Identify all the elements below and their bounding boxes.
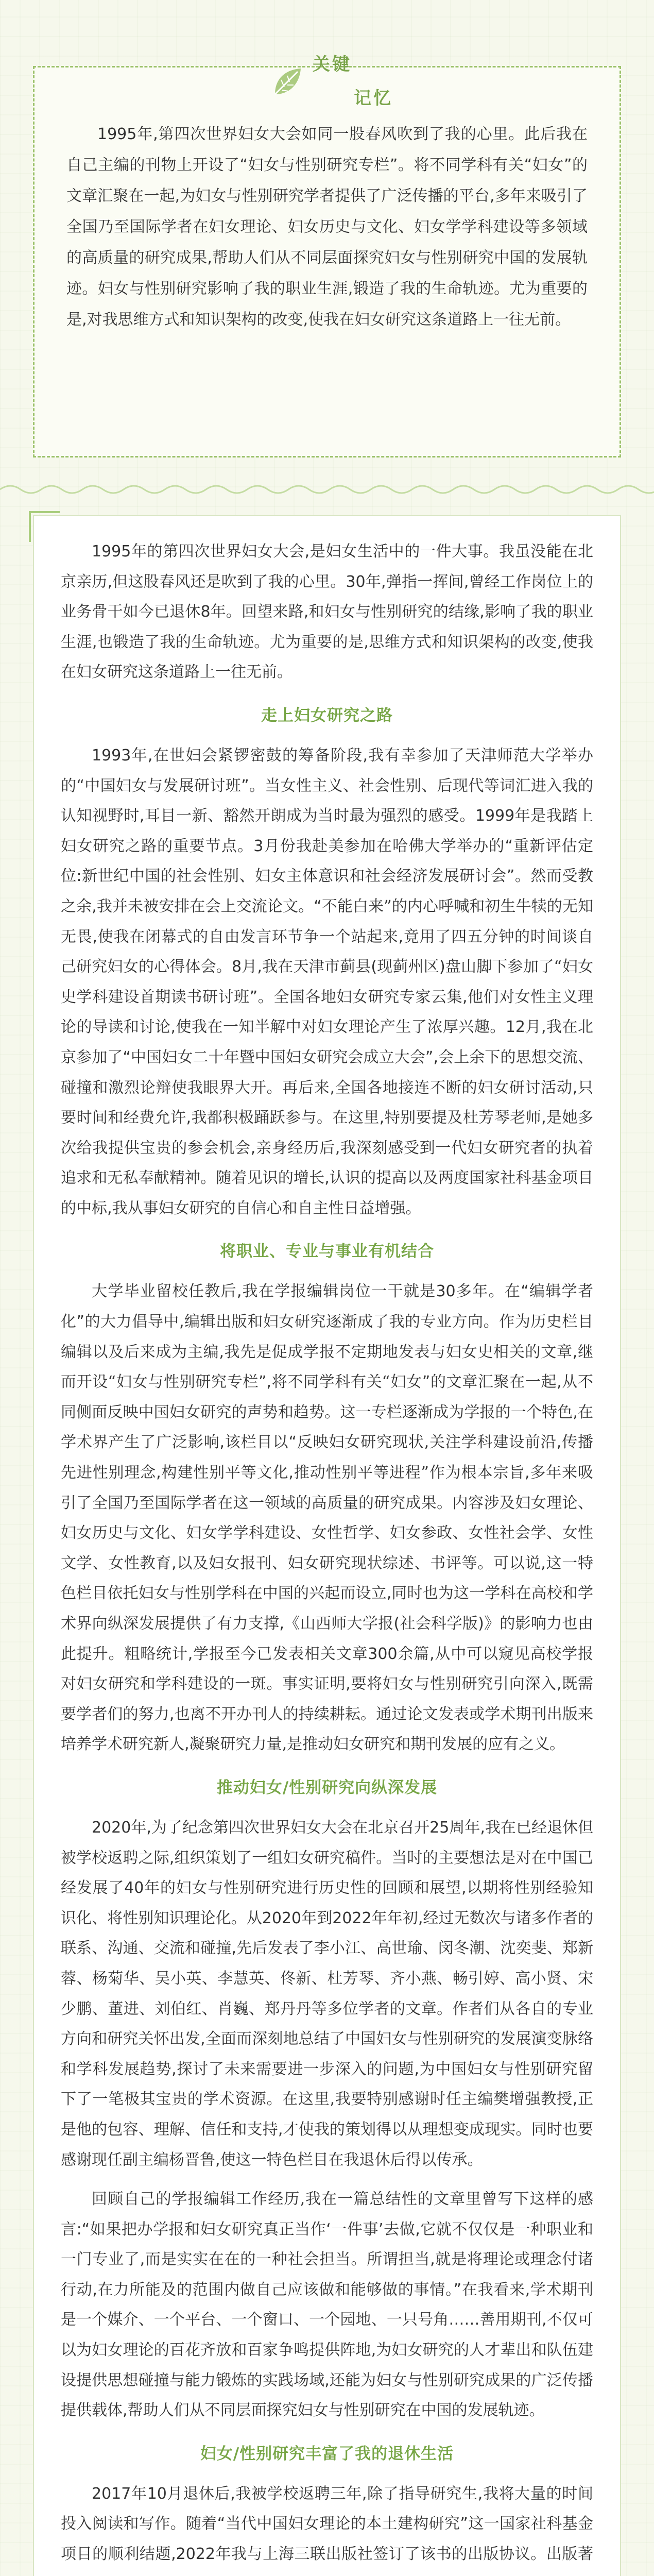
intro-paragraph: 1995年的第四次世界妇女大会,是妇女生活中的一件大事。我虽没能在北京亲历,但这股春风还是吹到了我的心里。30年,弹指一挥间,曾经工作岗位上的业务骨干如今已退休8年。回望来路,和妇女与性别研究的结缘,影响了我的职业生涯,也锻造了我的生命轨迹。尤为重要的是,思维方式和知识架构的改变,使我在妇女研究这条道路上一往无前。 [61, 543, 593, 682]
section3-paragraph-1: 2020年,为了纪念第四次世界妇女大会在北京召开25周年,我在已经退休但被学校返聘之际,组织策划了一组妇女研究稿件。当时的主要想法是对在中国已经发展了40年的妇女与性别研究进行历史性的回顾和展望,以期将性别经验知识化、将性别知识理论化。从2020年到2022年年初,经过无数次与诸多作者的联系、沟通、交流和碰撞,先后发表了李小江、高世瑜、闵冬潮、沈奕斐、郑新蓉、杨菊华、吴小英、李慧英、佟新、杜芳琴、齐小燕、畅引婷、高小贤、宋少鹏、董进、刘伯红、肖巍、郑丹丹等多位学者的文章。作者们从各自的专业方向和研究关怀出发,全面而深刻地总结了中国妇女与性别研究的发展演变脉络和学科发展趋势,探讨了未来需要进一步深入的问题,为中国妇女与性别研究留下了一笔极其宝贵的学术资源。在这里,我要特别感谢时任主编樊增强教授,正是他的包容、理解、信任和支持,才使我的策划得以从理想变成现实。同时也要感谢现任副主编杨晋鲁,使这一特色栏目在我退休后得以传承。 [61, 1818, 593, 2169]
section-title-4: 妇女/性别研究丰富了我的退休生活 [200, 2444, 454, 2463]
key-memory-text: 1995年,第四次世界妇女大会如同一股春风吹到了我的心里。此后我在自己主编的刊物上开设了“妇女与性别研究专栏”。将不同学科有关“妇女”的文章汇聚在一起,为妇女与性别研究学者提供了广泛传播的平台,多年来吸引了全国乃至国际学者在妇女理论、妇女历史与文化、妇女学学科建设等多领域的高质量的研究成果,帮助人们从不同层面探究妇女与性别研究中国的发展轨迹。妇女与性别研究影响了我的职业生涯,锻造了我的生命轨迹。尤为重要的是,对我思维方式和知识架构的改变,使我在妇女研究这条道路上一往无前。 [66, 125, 588, 329]
section-title-3: 推动妇女/性别研究向纵深发展 [216, 1778, 438, 1797]
section2-paragraph: 大学毕业留校任教后,我在学报编辑岗位一干就是30多年。在“编辑学者化”的大力倡导中,编辑出版和妇女研究逐渐成了我的专业方向。作为历史栏目编辑以及后来成为主编,我先是促成学报不定期地发表与妇女史相关的文章,继而开设“妇女与性别研究专栏”,将不同学科有关“妇女”的文章汇聚在一起,从不同侧面反映中国妇女研究的声势和趋势。这一专栏逐渐成为学报的一个特色,在学术界产生了广泛影响,该栏目以“反映妇女研究现状,关注学科建设前沿,传播先进性别理念,构建性别平等文化,推动性别平等进程”作为根本宗旨,多年来吸引了全国乃至国际学者在这一领域的高质量的研究成果。内容涉及妇女理论、妇女历史与文化、妇女学学科建设、女性哲学、妇女参政、女性社会学、女性文学、女性教育,以及妇女报刊、妇女研究现状综述、书评等。可以说,这一特色栏目依托妇女与性别学科在中国的兴起而设立,同时也为这一学科在高校和学术界向纵深发展提供了有力支撑,《山西师大学报(社会科学版)》的影响力也由此提升。粗略统计,学报至今已发表相关文章300余篇,从中可以窥见高校学报对妇女研究和学科建设的一斑。事实证明,要将妇女与性别研究引向深入,既需要学者们的努力,也离不开办刊人的持续耕耘。通过论文发表或学术期刊出版来培养学术研究新人,凝聚研究力量,是推动妇女研究和期刊发展的应有之义。 [61, 1282, 593, 1754]
section-title-2: 将职业、专业与事业有机结合 [220, 1242, 434, 1261]
corner-ornament-top-left [29, 511, 60, 542]
section-title-1: 走上妇女研究之路 [261, 706, 393, 725]
key-title-line1: 关键 [313, 54, 352, 75]
section1-paragraph: 1993年,在世妇会紧锣密鼓的筹备阶段,我有幸参加了天津师范大学举办的“中国妇女与发展研讨班”。当女性主义、社会性别、后现代等词汇进入我的认知视野时,耳目一新、豁然开朗成为当时最为强烈的感受。1999年是我踏上妇女研究之路的重要节点。3月份我赴美参加在哈佛大学举办的“重新评估定位:新世纪中国的社会性别、妇女主体意识和社会经济发展研讨会”。然而受教之余,我并未被安排在会上交流论文。“不能白来”的内心呼喊和初生牛犊的无知无畏,使我在闭幕式的自由发言环节争一个站起来,竟用了四五分钟的时间谈自己研究妇女的心得体会。8月,我在天津市蓟县(现蓟州区)盘山脚下参加了“妇女史学科建设首期读书研讨班”。全国各地妇女研究专家云集,他们对女性主义理论的导读和讨论,使我在一知半解中对妇女理论产生了浓厚兴趣。12月,我在北京参加了“中国妇女二十年暨中国妇女研究会成立大会”,会上余下的思想交流、碰撞和激烈论辩使我眼界大开。再后来,全国各地接连不断的妇女研讨活动,只要时间和经费允许,我都积极踊跃参与。在这里,特别要提及杜芳琴老师,是她多次给我提供宝贵的参会机会,亲身经历后,我深刻感受到一代妇女研究者的执着追求和无私奉献精神。随着见识的增长,认识的提高以及两度国家社科基金项目的中标,我从事妇女研究的自信心和自主性日益增强。 [61, 746, 593, 1217]
key-title-line2: 记忆 [354, 88, 393, 109]
section3-paragraph-2: 回顾自己的学报编辑工作经历,我在一篇总结性的文章里曾写下这样的感言:“如果把办学报和妇女研究真正当作‘一件事’去做,它就不仅仅是一种职业和一门专业了,而是实实在在的一种社会担当。所谓担当,就是将理论或理念付诸行动,在力所能及的范围内做自己应该做和能够做的事情。”在我看来,学术期刊是一个媒介、一个平台、一个窗口、一个园地、一只号角……善用期刊,不仅可以为妇女理论的百花齐放和百家争鸣提供阵地,为妇女研究的人才辈出和队伍建设提供思想碰撞与能力锻炼的实践场域,还能为妇女与性别研究成果的广泛传播提供载体,帮助人们从不同层面探究妇女与性别研究在中国的发展轨迹。 [61, 2190, 593, 2420]
section4-paragraph-1: 2017年10月退休后,我被学校返聘三年,除了指导研究生,我将大量的时间投入阅读和写作。随着“当代中国妇女理论的本土建构研究”这一国家社科基金项目的顺利结题,2022年我与上海三联出版社签订了该书的出版协议。出版著 [61, 2484, 593, 2564]
wave-divider [0, 479, 654, 500]
article-body [33, 515, 621, 2576]
key-memory-box [33, 54, 621, 457]
leaf-icon [269, 64, 305, 100]
